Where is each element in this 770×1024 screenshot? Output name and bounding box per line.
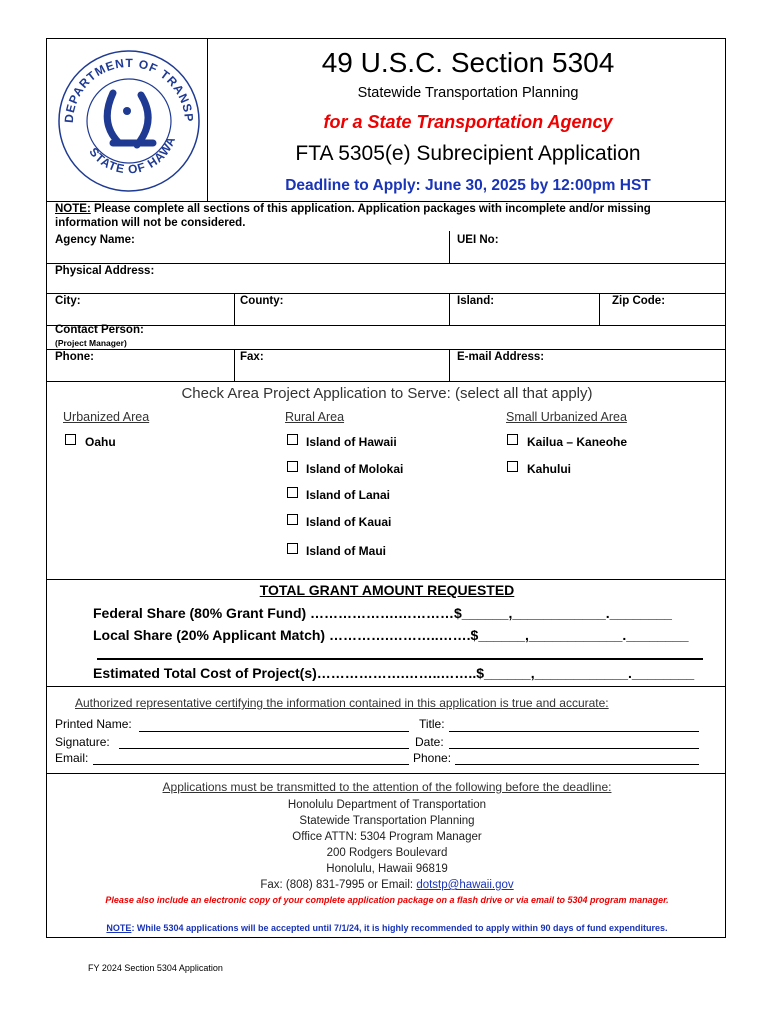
island-of-kauai-label: Island of Kauai — [306, 515, 392, 529]
divider — [47, 381, 725, 382]
divider — [47, 686, 725, 687]
zip-code-label: Zip Code: — [612, 295, 666, 307]
urbanized-area-title: Urbanized Area — [63, 410, 150, 424]
application-form — [46, 38, 726, 938]
agency-type-line: for a State Transportation Agency — [323, 112, 613, 132]
application-title: FTA 5305(e) Subrecipient Application — [295, 142, 641, 165]
uei-label: UEI No: — [457, 234, 499, 246]
local-share-line: Local Share (20% Applicant Match) ………….………..…….$______,____________.________ — [93, 627, 689, 643]
county-label: County: — [240, 295, 284, 307]
address-line: Honolulu Department of Transportation — [287, 799, 487, 811]
title-label: Title: — [419, 717, 445, 731]
expenditure-note-body: : While 5304 applications will be accepted until 7/1/24, it is highly recommended to apply within 90 days of fund expenditures. — [131, 923, 668, 933]
island-label: Island: — [457, 295, 495, 307]
total-cost-line: Estimated Total Cost of Project(s)……………….……..……..$______,____________.________ — [93, 665, 695, 681]
transmit-heading: Applications must be transmitted to the attention of the following before the deadline: — [162, 780, 612, 794]
physical-address-label: Physical Address: — [55, 265, 155, 277]
signature-line[interactable] — [119, 748, 409, 749]
divider — [47, 579, 725, 580]
oahu-label: Oahu — [85, 435, 116, 449]
kailua-kaneohe-checkbox[interactable] — [507, 434, 518, 445]
fax-label: Fax: — [240, 351, 264, 363]
email-address-label: E-mail Address: — [457, 351, 545, 363]
address-line: Office ATTN: 5304 Program Manager — [292, 831, 482, 843]
fax-email-line — [47, 877, 727, 893]
agency-name-label: Agency Name: — [55, 234, 135, 246]
divider — [449, 349, 450, 381]
title-line[interactable] — [449, 731, 699, 732]
divider — [234, 349, 235, 381]
divider — [599, 293, 600, 325]
city-label: City: — [55, 295, 81, 307]
expenditure-note — [47, 923, 727, 933]
island-of-lanai-checkbox[interactable] — [287, 487, 298, 498]
svg-text:STATE OF HAWAII: STATE OF HAWA — [86, 133, 179, 177]
divider — [47, 349, 725, 350]
date-line[interactable] — [449, 748, 699, 749]
federal-share-line: Federal Share (80% Grant Fund) ……………….…………$______,____________.________ — [93, 605, 672, 621]
note-text — [55, 203, 715, 230]
electronic-copy-note: Please also include an electronic copy of your complete application package on a flash drive or via email to 5304 program manager. — [105, 895, 669, 905]
date-label: Date: — [415, 735, 444, 749]
grant-heading: TOTAL GRANT AMOUNT REQUESTED — [259, 582, 515, 598]
certify-heading: Authorized representative certifying the information contained in this application is true and accurate: — [75, 696, 609, 710]
divider — [449, 231, 450, 263]
email-link[interactable]: dotstp@hawaii.gov — [416, 879, 514, 891]
kahului-label: Kahului — [527, 462, 571, 476]
transmit-address — [47, 797, 727, 893]
address-line: Honolulu, Hawaii 96819 — [326, 863, 448, 875]
printed-name-line[interactable] — [139, 731, 409, 732]
oahu-checkbox[interactable] — [65, 434, 76, 445]
contact-person-label: Contact Person: — [55, 324, 144, 336]
note-body: Please complete all sections of this application. Application packages with incomplete and/or missing information will not be considered. — [55, 203, 651, 229]
divider — [47, 263, 725, 264]
note-prefix: NOTE: — [55, 203, 91, 215]
deadline-text: Deadline to Apply: June 30, 2025 by 12:00pm HST — [285, 177, 651, 194]
certify-email-line[interactable] — [93, 764, 409, 765]
fax-email-text: Fax: (808) 831-7995 or Email: — [260, 879, 417, 891]
address-line: Statewide Transportation Planning — [299, 815, 475, 827]
svg-text:DEPARTMENT OF TRANSPORTATION: DEPARTMENT OF TRANSP — [61, 55, 197, 124]
page-subtitle: Statewide Transportation Planning — [357, 85, 579, 101]
island-of-molokai-label: Island of Molokai — [306, 462, 404, 476]
kahului-checkbox[interactable] — [507, 461, 518, 472]
island-of-kauai-checkbox[interactable] — [287, 514, 298, 525]
island-of-hawaii-label: Island of Hawaii — [306, 435, 397, 449]
island-of-molokai-checkbox[interactable] — [287, 461, 298, 472]
divider — [47, 201, 725, 202]
divider — [47, 293, 725, 294]
address-line: 200 Rodgers Boulevard — [326, 847, 448, 859]
rural-area-title: Rural Area — [285, 410, 345, 424]
certify-phone-line[interactable] — [455, 764, 699, 765]
divider — [47, 325, 725, 326]
printed-name-label: Printed Name: — [55, 717, 132, 731]
kailua-kaneohe-label: Kailua – Kaneohe — [527, 435, 628, 449]
divider — [207, 39, 208, 201]
certify-phone-label: Phone: — [413, 751, 452, 765]
divider — [449, 293, 450, 325]
island-of-lanai-label: Island of Lanai — [306, 488, 391, 502]
project-manager-note: (Project Manager) — [55, 338, 127, 348]
certify-email-label: Email: — [55, 751, 89, 765]
expenditure-note-prefix: NOTE — [106, 923, 132, 933]
small-urbanized-area-title: Small Urbanized Area — [506, 410, 627, 424]
dot-seal — [53, 43, 203, 195]
divider — [234, 293, 235, 325]
page-title: 49 U.S.C. Section 5304 — [321, 47, 615, 78]
signature-label: Signature: — [55, 735, 110, 749]
page-footer: FY 2024 Section 5304 Application — [88, 963, 223, 973]
divider — [47, 773, 725, 774]
area-heading: Check Area Project Application to Serve: (select all that apply) — [181, 385, 593, 402]
phone-label: Phone: — [55, 351, 94, 363]
sum-rule — [97, 658, 703, 660]
island-of-hawaii-checkbox[interactable] — [287, 434, 298, 445]
island-of-maui-label: Island of Maui — [306, 544, 387, 558]
island-of-maui-checkbox[interactable] — [287, 543, 298, 554]
